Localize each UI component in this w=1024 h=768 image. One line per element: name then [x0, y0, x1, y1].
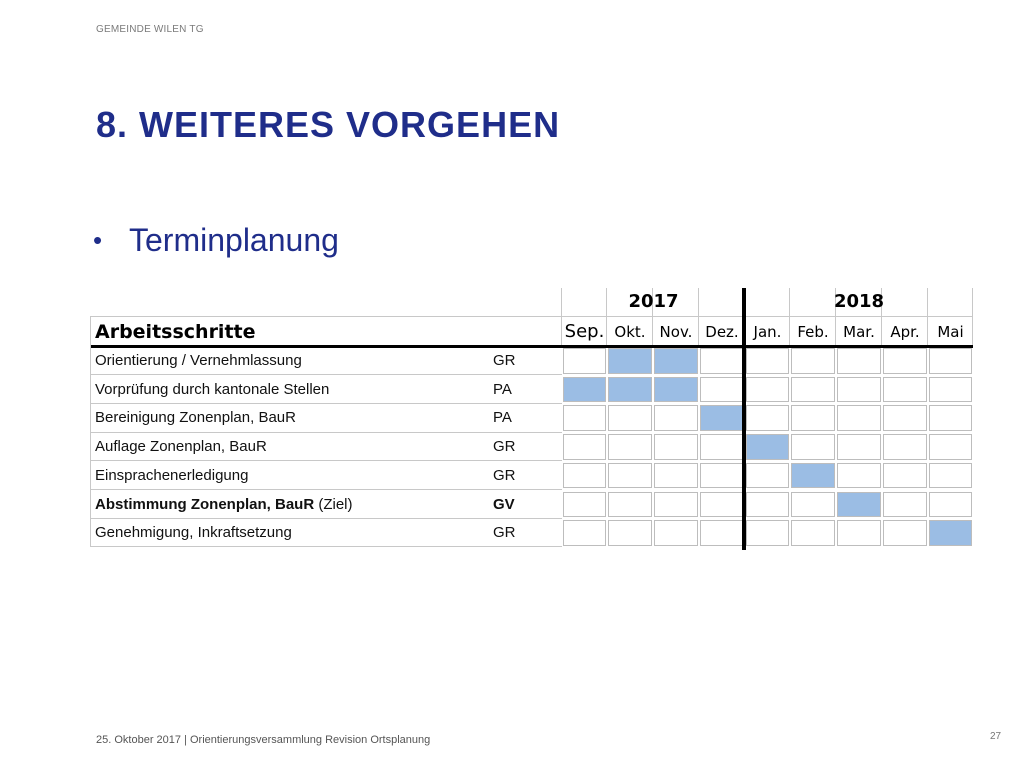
schedule-cell [929, 377, 972, 403]
schedule-cell [700, 348, 744, 374]
organization-label: GEMEINDE WILEN TG [96, 24, 204, 35]
schedule-cell [563, 520, 606, 546]
schedule-cell [746, 405, 789, 431]
task-text: Vorprüfung durch kantonale Stellen [95, 380, 330, 398]
schedule-cell [883, 463, 927, 489]
schedule-cell [563, 348, 606, 374]
month-label: Jan. [753, 323, 782, 341]
schedule-cell-active [700, 405, 744, 431]
schedule-cell-active [746, 434, 789, 460]
bullet-marker: • [93, 225, 103, 255]
month-label: Sep. [564, 321, 605, 342]
schedule-cell [563, 405, 606, 431]
year-label: 2017 [628, 291, 679, 312]
task-text: Auflage Zonenplan, BauR [95, 438, 267, 456]
month-label: Apr. [890, 323, 920, 341]
schedule-cell [654, 520, 698, 546]
schedule-cell [563, 463, 606, 489]
month-label: Nov. [659, 323, 693, 341]
month-label: Feb. [797, 323, 829, 341]
page-number: 27 [990, 731, 1002, 742]
schedule-cell [929, 434, 972, 460]
schedule-cell [700, 520, 744, 546]
schedule-cell [929, 492, 972, 518]
schedule-cell-active [654, 377, 698, 403]
row-divider [90, 546, 562, 547]
task-label [95, 404, 296, 432]
responsibility-code: PA [493, 409, 512, 427]
schedule-cell [654, 405, 698, 431]
schedule-cell [837, 348, 881, 374]
schedule-header-label: Arbeitsschritte [95, 321, 256, 343]
schedule-cell [563, 434, 606, 460]
task-text: Genehmigung, Inkraftsetzung [95, 524, 292, 542]
schedule-cell-active [563, 377, 606, 403]
schedule-cell [746, 520, 789, 546]
month-label: Mar. [843, 323, 875, 341]
schedule-cell [700, 377, 744, 403]
schedule-cell [791, 348, 835, 374]
responsibility-code: GR [493, 524, 516, 542]
schedule-cell [746, 463, 789, 489]
month-label: Mai [937, 323, 964, 341]
task-label [95, 491, 353, 519]
year-label: 2018 [833, 291, 885, 312]
schedule-cell [791, 405, 835, 431]
schedule-cell [746, 348, 789, 374]
schedule-cell [929, 348, 972, 374]
schedule-table [90, 286, 978, 550]
schedule-cell [929, 405, 972, 431]
schedule-cell-active [608, 348, 652, 374]
schedule-cell [608, 434, 652, 460]
task-text: Einsprachenerledigung [95, 466, 249, 484]
responsibility-code: GV [493, 495, 515, 513]
schedule-cell [654, 463, 698, 489]
schedule-cell [883, 348, 927, 374]
responsibility-code: GR [493, 352, 516, 369]
schedule-cell [837, 405, 881, 431]
schedule-cell-active [929, 520, 972, 546]
schedule-cell [608, 463, 652, 489]
task-text: Bereinigung Zonenplan, BauR [95, 409, 296, 427]
table-left-border [90, 316, 91, 547]
schedule-cell [837, 377, 881, 403]
task-label [95, 376, 329, 404]
schedule-cell [883, 377, 927, 403]
schedule-cell-active [791, 463, 835, 489]
month-label: Okt. [614, 323, 646, 341]
responsibility-code: PA [493, 380, 512, 398]
task-text: Orientierung / Vernehmlassung [95, 352, 302, 369]
task-label [95, 433, 267, 461]
schedule-cell [608, 520, 652, 546]
schedule-cell-active [654, 348, 698, 374]
slide-title: 8. WEITERES VORGEHEN [96, 104, 561, 145]
schedule-cell [791, 520, 835, 546]
schedule-cell [883, 492, 927, 518]
schedule-cell [654, 434, 698, 460]
month-label: Dez. [705, 323, 739, 341]
task-text-bold: Abstimmung Zonenplan, BauR [95, 495, 315, 513]
footer-text: 25. Oktober 2017 | Orientierungsversammlung Revision Ortsplanung [96, 734, 431, 746]
bullet-text: Terminplanung [129, 222, 339, 258]
schedule-cell [883, 405, 927, 431]
year-separator [742, 288, 746, 550]
task-label [95, 519, 292, 547]
schedule-cell [837, 520, 881, 546]
schedule-cell [563, 492, 606, 518]
schedule-cell [746, 377, 789, 403]
schedule-cell [837, 463, 881, 489]
schedule-cell [608, 492, 652, 518]
schedule-cell [654, 492, 698, 518]
schedule-cell [700, 434, 744, 460]
schedule-cell [791, 377, 835, 403]
responsibility-code: GR [493, 466, 516, 484]
schedule-cell-active [608, 377, 652, 403]
schedule-cell-active [837, 492, 881, 518]
schedule-cell [700, 463, 744, 489]
responsibility-code: GR [493, 438, 516, 456]
schedule-cell [837, 434, 881, 460]
bullet-item [93, 222, 339, 259]
schedule-cell [700, 492, 744, 518]
task-suffix: (Ziel) [318, 495, 353, 513]
schedule-cell [746, 492, 789, 518]
schedule-cell [791, 492, 835, 518]
schedule-cell [791, 434, 835, 460]
schedule-cell [883, 434, 927, 460]
schedule-cell [929, 463, 972, 489]
task-label [95, 462, 248, 490]
schedule-cell [608, 405, 652, 431]
task-label [95, 347, 302, 375]
header-top-rule [90, 316, 973, 317]
schedule-cell [883, 520, 927, 546]
